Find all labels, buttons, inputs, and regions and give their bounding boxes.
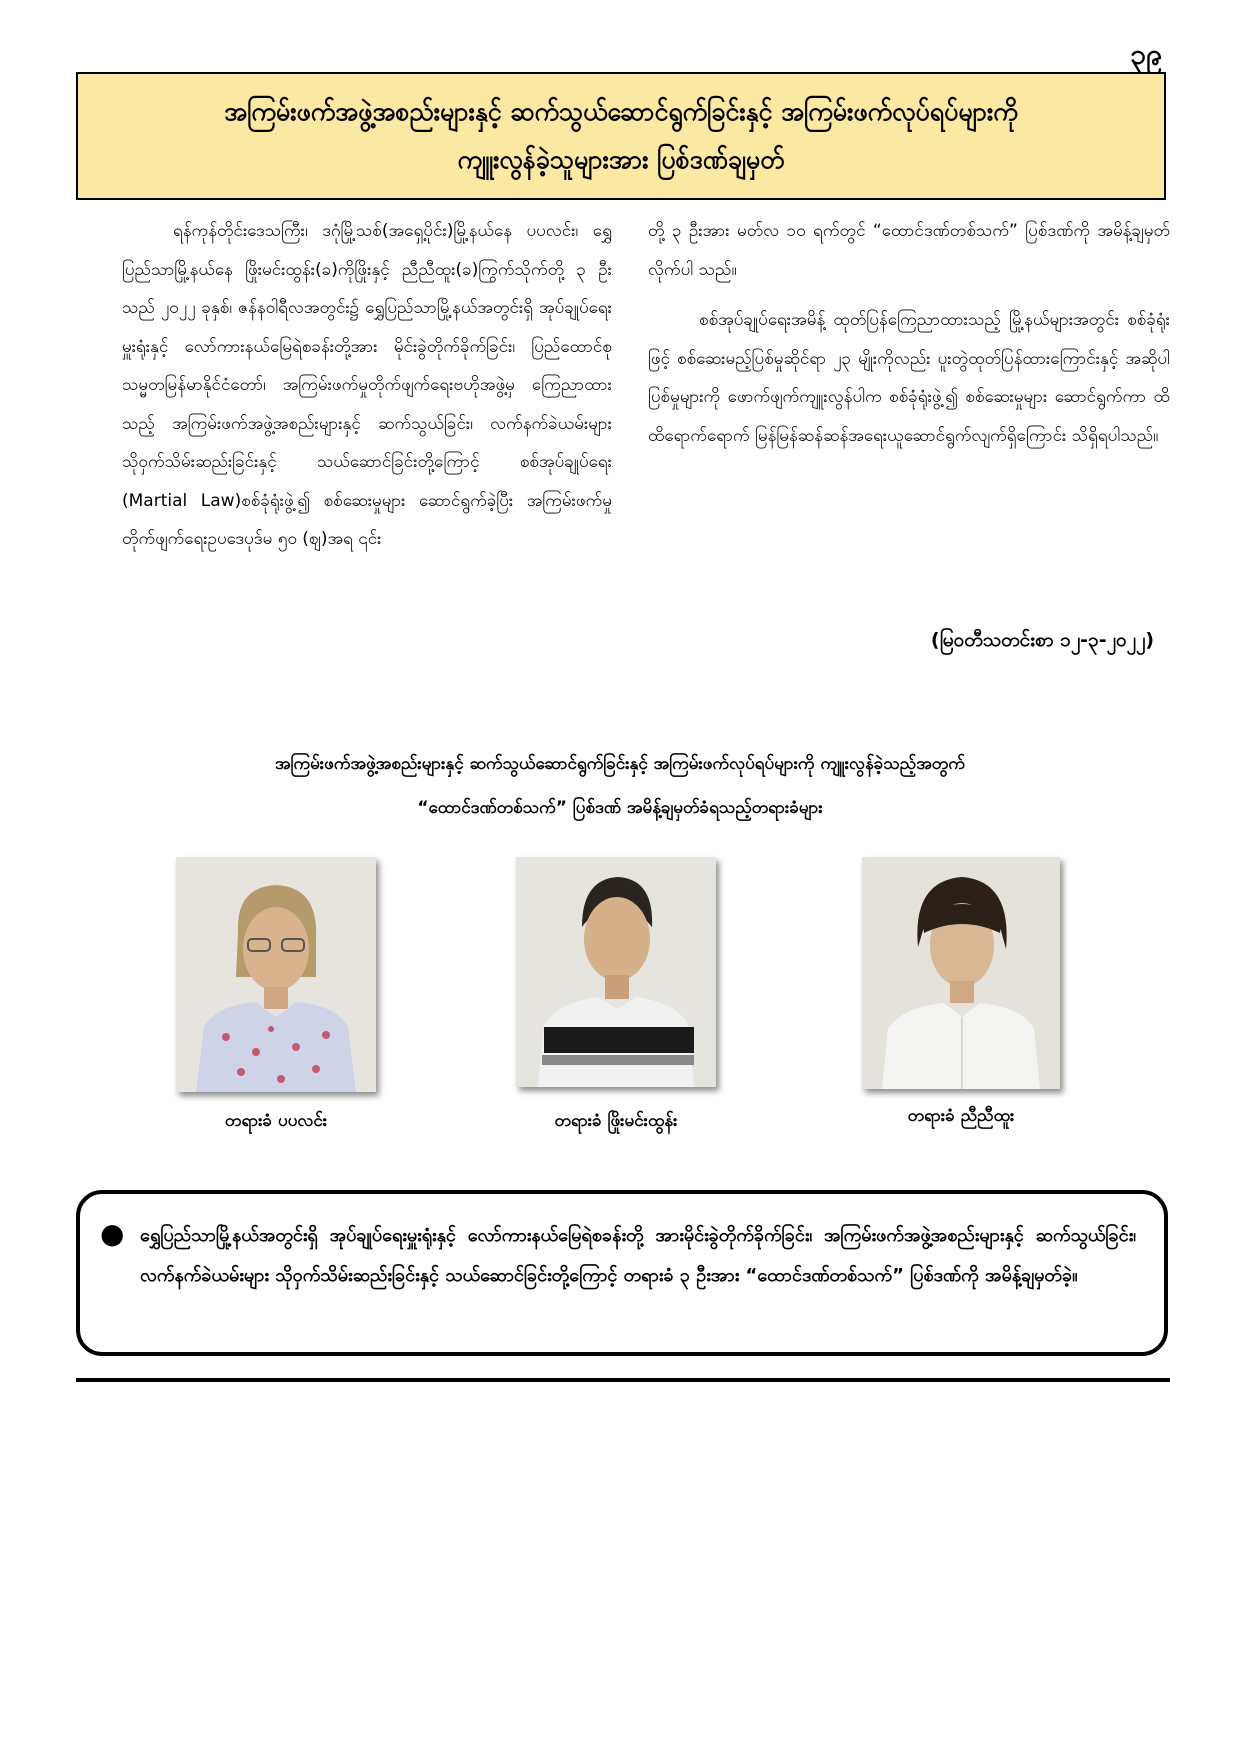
- defendant-label-1: တရားခံ ပပလင်း: [224, 1111, 328, 1131]
- portrait-photo-icon: [862, 857, 1060, 1089]
- article-paragraph-1-continued: တို့ ၃ ဦးအား မတ်လ ၁၀ ရက်တွင် “ထောင်ဒဏ်တစ်သက်” ပြစ်ဒဏ်ကို အမိန့်ချမှတ်လိုက်ပါ သည်။: [648, 221, 1170, 280]
- summary-box: [76, 1190, 1168, 1356]
- portrait-photo-icon: [516, 857, 716, 1087]
- bottom-divider: [76, 1378, 1170, 1382]
- article-title-box: [76, 72, 1166, 200]
- article-source: (မြဝတီသတင်းစာ ၁၂-၃-၂၀၂၂): [930, 629, 1154, 651]
- defendant-label-2: တရားခံ ဖြိုးမင်းထွန်း: [554, 1111, 678, 1131]
- photo-section-caption: [120, 742, 1120, 830]
- photo-caption-line-1: အကြမ်းဖက်အဖွဲ့အစည်းများနှင့် ဆက်သွယ်ဆောင်ရွက်ခြင်းနှင့် အကြမ်းဖက်လုပ်ရပ်များကို ကျူးလွန်ခဲ့သည့်အတွက်: [275, 754, 965, 774]
- bullet-icon: ●: [100, 1217, 125, 1250]
- summary-text: ရွှေပြည်သာမြို့နယ်အတွင်းရှိ အုပ်ချုပ်ရေးမှူးရုံးနှင့် လော်ကားနယ်မြေရဲစခန်းတို့ အားမိုင်းခွဲတိုက်ခိုက်ခြင်း၊ အကြမ်းဖက်အဖွဲ့အစည်းများနှင့် ဆက်သွယ်ခြင်း၊ လက်နက်ခဲယမ်းများ သိုဝှက်သိမ်းဆည်းခြင်းနှင့် သယ်ဆောင်ခြင်းတို့ကြောင့် တရားခံ ၃ ဦးအား “ထောင်ဒဏ်တစ်သက်” ပြစ်ဒဏ်ကို အမိန့်ချမှတ်ခဲ့။: [140, 1225, 1136, 1286]
- page-number: ၃၉: [1130, 38, 1162, 71]
- defendant-photo-3: [862, 857, 1060, 1089]
- defendant-label-3: တရားခံ ညီညီထူး: [907, 1106, 1015, 1126]
- article-left-column: [122, 212, 612, 559]
- defendant-photo-2: [516, 857, 716, 1087]
- portrait-photo-icon: [176, 857, 376, 1092]
- article-paragraph-2: စစ်အုပ်ချုပ်ရေးအမိန့် ထုတ်ပြန်ကြေညာထားသည့် မြို့နယ်များအတွင်း စစ်ခုံရုံးဖြင့် စစ်ဆေးမည့်ပြစ်မှုဆိုင်ရာ ၂၃ မျိုးကိုလည်း ပူးတွဲထုတ်ပြန်ထားကြောင်းနှင့် အဆိုပါပြစ်မှုများကို ဖောက်ဖျက်ကျူးလွန်ပါက စစ်ခုံရုံးဖွဲ့၍ စစ်ဆေးမှုများ ဆောင်ရွက်ကာ ထိထိရောက်ရောက် မြန်မြန်ဆန်ဆန်အရေးယူဆောင်ရွက်လျက်ရှိကြောင်း သိရှိရပါသည်။: [648, 310, 1170, 446]
- article-right-column: [648, 212, 1170, 455]
- defendant-photo-1: [176, 857, 376, 1092]
- article-paragraph-1: ရန်ကုန်တိုင်းဒေသကြီး၊ ဒဂုံမြို့သစ်(အရှေ့ပိုင်း)မြို့နယ်နေ ပပလင်း၊ ရွှေပြည်သာမြို့နယ်နေ ဖြိုးမင်းထွန်း(ခ)ကိုဖြိုးနှင့် ညီညီထူး(ခ)ကြွက်သိုက်တို့ ၃ ဦးသည် ၂၀၂၂ ခုနှစ်၊ ဇန်နဝါရီလအတွင်း၌ ရွှေပြည်သာမြို့နယ်အတွင်းရှိ အုပ်ချုပ်ရေးမှူးရုံးနှင့် လော်ကားနယ်မြေရဲစခန်းတို့အား မိုင်းခွဲတိုက်ခိုက်ခြင်း၊ ပြည်ထောင်စုသမ္မတမြန်မာနိုင်ငံတော်၊ အကြမ်းဖက်မှုတိုက်ဖျက်ရေးဗဟိုအဖွဲ့မှ ကြေညာထားသည့် အကြမ်းဖက်အဖွဲ့အစည်းများနှင့် ဆက်သွယ်ခြင်း၊ လက်နက်ခဲယမ်းများ သိုဝှက်သိမ်းဆည်းခြင်းနှင့် သယ်ဆောင်ခြင်းတို့ကြောင့် စစ်အုပ်ချုပ်ရေး (Martial Law)စစ်ခုံရုံးဖွဲ့၍ စစ်ဆေးမှုများ ဆောင်ရွက်ခဲ့ပြီး အကြမ်းဖက်မှုတိုက်ဖျက်ရေးဥပဒေပုဒ်မ ၅၀ (ဈ)အရ ၎င်း: [122, 221, 612, 549]
- photo-caption-line-2: “ထောင်ဒဏ်တစ်သက်” ပြစ်ဒဏ် အမိန့်ချမှတ်ခံရသည့်တရားခံများ: [417, 798, 823, 818]
- article-title-line-1: အကြမ်းဖက်အဖွဲ့အစည်းများနှင့် ဆက်သွယ်ဆောင်ရွက်ခြင်းနှင့် အကြမ်းဖက်လုပ်ရပ်များကို: [224, 97, 1018, 126]
- article-title-line-2: ကျူးလွန်ခဲ့သူများအား ပြစ်ဒဏ်ချမှတ်: [457, 145, 785, 174]
